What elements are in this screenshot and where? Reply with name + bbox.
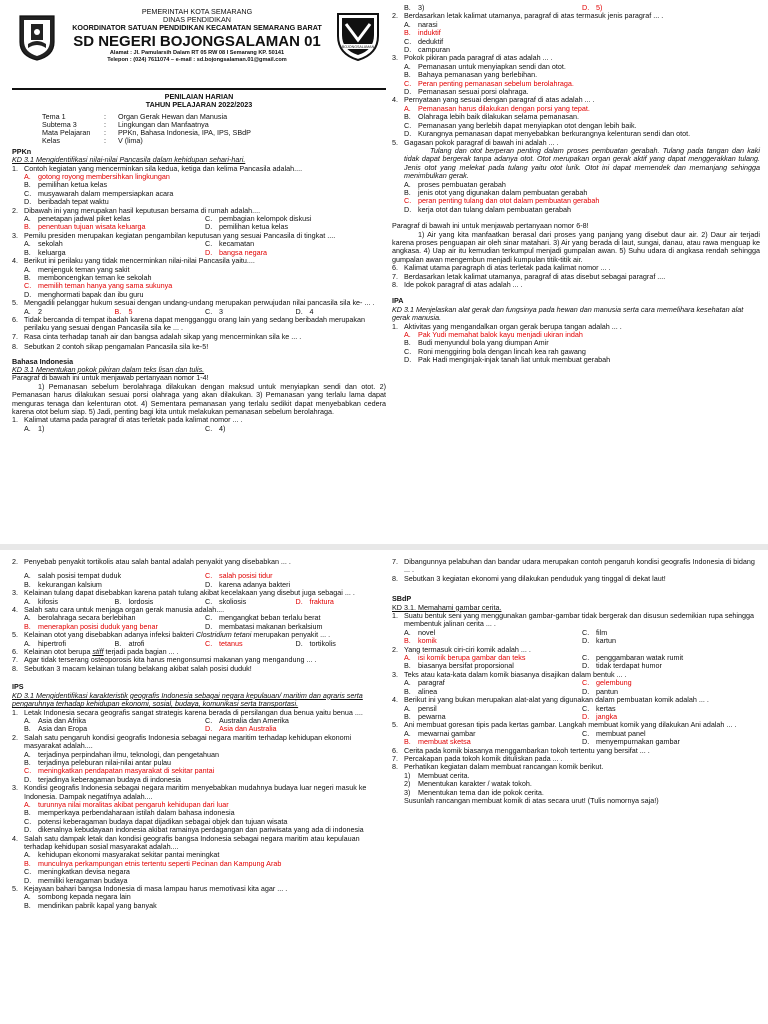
question: 6. Cerita pada komik biasanya menggambarkan tokoh tertentu yang bersifat ... . (392, 745, 650, 755)
option: B. mendirikan pabrik kapal yang banyak (24, 900, 157, 910)
page-two (0, 550, 768, 1024)
question: 8. Perhatikan kegiatan dalam membuat rancangan komik berikut. (392, 762, 604, 772)
question: 1. Suatu bentuk seni yang menggunakan gambar-gambar tidak bergerak dan disusun sedemikian rupa sehingga membentuk jalinan cerita ... . (392, 611, 755, 629)
meta-key: Tema 1 (42, 111, 66, 121)
options-grid: A. berolahraga secara berlebihan C. mengangkat beban terlalu berat B. menerapkan posisi duduk yang benar D. membatasi makanan berkalsium (24, 613, 323, 631)
option: A. proses pembuatan gerabah (404, 179, 506, 189)
meta-value: Lingkungan dan Manfaatnya (118, 119, 209, 129)
school-contact: Telepon : (024) 7611074 – e-mail : sd.bojongsalaman.01@gmail.com (107, 57, 287, 63)
question: 5. Gagasan pokok paragraf di bawah ini adalah ... . (392, 137, 559, 147)
option: A. menjenguk teman yang sakit (24, 264, 130, 274)
option: A. Pemanasan untuk menyiapkan sendi dan otot. (404, 61, 566, 71)
page-one-right-column (392, 4, 760, 365)
option-correct: A. Pak Yudi memahat balok kayu menjadi ukiran indah (404, 330, 583, 340)
option-correct: A. turunnya nilai moralitas akibat pengaruh kehidupan dari luar (24, 799, 229, 809)
option: A. kehidupan ekonomi masyarakat sekitar pantai meningkat (24, 850, 220, 860)
options-grid: A. novel C. film B. komik D. kartun (404, 627, 616, 646)
option-correct: C. memilih teman hanya yang sama sukunya (24, 281, 173, 291)
meta-key: Kelas (42, 135, 60, 145)
option: C. Roni menggiring bola dengan lincah kea rah gawang (404, 346, 586, 356)
question: 4. Berikut ini perilaku yang tidak mencerminkan nilai-nilai Pancasila yaitu.... (12, 256, 255, 266)
options-grid: A. mewarnai gambar C. membuat panel B. membuat sketsa D. menyempurnakan gambar (404, 728, 680, 747)
option-correct: B. munculnya perkampungan etnis tertentu seperti Pecinan dan Kampung Arab (24, 858, 282, 868)
options-grid: B. 3) D. 5) (404, 3, 603, 12)
question: 5. Kelainan otot yang disebabkan adanya infeksi bakteri Clostridium tetani merupakan penyakit ... . (12, 630, 331, 640)
option: D. dikenalnya kebudayaan indonesia akibat ramainya perdagangan dan pariwisata yang ada di indonesia (24, 825, 364, 835)
semarang-city-logo-icon (16, 14, 58, 62)
question: 8. Sebutkan 3 kegiatan ekonomi yang dilakukan penduduk yang tinggal di dekat laut! (392, 573, 666, 583)
options-grid: A. sekolah C. kecamatan B. keluarga D. bangsa negara (24, 239, 267, 257)
options-grid: A. isi komik berupa gambar dan teks C. penggambaran watak rumit B. biasanya bersifat proporsional D. tidak terdapat humor (404, 653, 684, 671)
question: 8. Ide pokok paragraf di atas adalah ... . (392, 280, 523, 289)
option: D. terjadinya keberagaman budaya di indonesia (24, 774, 182, 784)
school-emblem-icon (334, 10, 382, 62)
meta-value: Organ Gerak Hewan dan Manusia (118, 111, 228, 121)
options-grid: A. pensil C. kertas B. pewarna D. jangka (404, 703, 618, 721)
question: 4. Berikut ini yang bukan merupakan alat-alat yang digunakan dalam pembuatan komik adalah ... . (392, 695, 709, 705)
question: 6. Kelainan otot berupa stiff terjadi pada bagian ... . (12, 647, 179, 657)
options-grid: A. 2 B. 5 C. 3 D. 4 (24, 306, 314, 316)
question: 3. Kondisi geografis Indonesia sebagai negara maritim menyebabkan mudahnya budaya luar negeri masuk ke Indonesia. Dampak negatifnya adalah.... (12, 783, 367, 801)
question: 1. Kalimat utama pada paragraf di atas terletak pada kalimat nomor ... . (12, 415, 243, 425)
exam-year: TAHUN PELAJARAN 2022/2023 (145, 100, 253, 110)
coordinator-line: KOORDINATOR SATUAN PENDIDIKAN KECAMATAN SEMARANG BARAT (72, 23, 322, 32)
passage-intro: Paragraf di bawah ini untuk menjawab pertanyaan nomor 1-4! (12, 373, 209, 383)
option-correct: B. induktif (404, 28, 441, 38)
gov-line: PEMERINTAH KOTA SEMARANG (141, 7, 253, 16)
question: 3. Kelainan tulang dapat disebabkan karena patah tulang akibat kecelakaan yang disebut juga sebagai ... . (12, 588, 355, 598)
question: 1. Contoh kegiatan yang mencerminkan sila kedua, ketiga dan kelima Pancasila adalah.... (12, 163, 303, 173)
question: 2. Penyebab penyakit tortikolis atau salah bantal adalah penyakit yang disebabkan ... . (12, 557, 291, 566)
option: B. terjadinya peleburan nilai-nilai antar pulau (24, 757, 172, 767)
option-correct: C. meningkatkan pendapatan masyarakat di sekitar pantai (24, 766, 215, 776)
option-correct: A. gotong royong membersihkan lingkungan (24, 172, 170, 182)
question: 3. Pokok pikiran pada paragraf di atas adalah ... . (392, 53, 553, 63)
question: 2. Berdasarkan letak kalimat utamanya, paragraf di atas termasuk jenis paragraf ... . (392, 11, 664, 21)
question: 4. Pernyataan yang sesuai dengan paragraf di atas adalah ... . (392, 95, 595, 105)
question: 4. Salah satu cara untuk menjaga organ gerak manusia adalah.... (12, 605, 225, 615)
page-one-left-column (12, 4, 386, 433)
option: D. Pak Hadi menginjak-injak tanah liat untuk membuat gerabah (404, 355, 611, 365)
page-two-right-column (392, 558, 760, 805)
option-correct: A. Pemanasan harus dilakukan dengan porsi yang tepat. (404, 103, 590, 113)
list-item: 3) Menentukan tema dan ide pokok cerita. (404, 787, 544, 797)
kd-sbdp: KD 3.1. Memahami gambar cerita. (392, 602, 502, 612)
question: 3. Pemilu presiden merupakan kegiatan pengambilan keputusan yang sesuai Pancasila di tingkat .... (12, 230, 336, 240)
option: B. Bahaya pemanasan yang berlebihan. (404, 70, 538, 80)
school-name: SD NEGERI BOJONGSALAMAN 01 (73, 33, 321, 50)
passage: 1) Air yang kita manfaatkan berasal dari proses yang panjang yang disebut daur air. 2) Daur air terjadi karena proses penguapan air oleh sinar matahari. 3) Air yang berada di laut, sungai, danau, atau rawa menguap ke angkasa. 4) Uap air itu kemudian terkumpul menjadi gumpalan awan. 5) Suhu udara di angkasa rendah sehingga gumpalan awan mengembun menjadi kumpulan titik-titik air. (392, 229, 760, 264)
meta-value: PPKn, Bahasa Indonesia, IPA, IPS, SBdP (118, 127, 251, 137)
kd-ipa: KD 3.1 Menjelaskan alat gerak dan fungsinya pada hewan dan manusia serta cara memelihara kesehatan alat gerak manusia. (392, 304, 744, 323)
option: D. memiliki keragaman budaya (24, 875, 128, 885)
exam-meta: Tema 1 : Organ Gerak Hewan dan Manusia Subtema 3 : Lingkungan dan Manfaatnya Mata Pelajaran : PPKn, Bahasa Indonesia, IPA, IPS, SBdP Kelas : V (lima) (42, 113, 386, 145)
meta-value: V (lima) (118, 135, 143, 145)
question: 5. Mengadili pelanggar hukum sesuai dengan undang-undang merupakan perwujudan nilai pancasila sila ke- ... . (12, 298, 375, 308)
option: B. pemilihan ketua kelas (24, 180, 108, 190)
section-ips: IPS (12, 682, 24, 692)
question: 2. Dibawah ini yang merupakan hasil keputusan bersama di rumah adalah.... (12, 205, 261, 215)
option-correct: C. Peran penting pemanasan sebelum berolahraga. (404, 78, 574, 88)
instruction: Susunlah rancangan membuat komik di atas secara urut! (Tulis nomornya saja!) (404, 795, 659, 805)
list-item: 1) Membuat cerita. (404, 770, 470, 780)
letterhead (12, 4, 386, 90)
question: 1. Aktivitas yang mengandalkan organ gerak berupa tangan adalah ... . (392, 321, 622, 331)
meta-key: Mata Pelajaran (42, 127, 91, 137)
option: D. campuran (404, 45, 450, 55)
options-grid: A. penetapan jadwal piket kelas C. pembagian kelompok diskusi B. penentuan tujuan wisata keluarga D. pemilihan ketua kelas (24, 214, 312, 232)
options-grid: A. Asia dan Afrika C. Australia dan Amerika B. Asia dan Eropa D. Asia dan Australia (24, 715, 289, 734)
list-item: 2) Menentukan karakter / watak tokoh. (404, 779, 532, 789)
question: 7. Dibangunnya pelabuhan dan bandar udara merupakan contoh pengaruh kondisi geografis Indonesia di bidang ... . (392, 557, 755, 575)
passage: Tulang dan otot berperan penting dalam proses pembuatan gerabah. Tulang pada tangan dan kaki tidak dapat bergerak tanpa adanya otot. Otot merupakan organ gerak aktif yang dapat menggerakkan tulang. Jenis otot yang melekat pada tulang yaitu otot lurik. Otot ini dapat memendek dan memanjang sehingga menimbulkan gerak. (404, 145, 760, 181)
question: 7. Percakapan pada tokoh komik dituliskan pada ... . (392, 753, 563, 763)
question: 8. Sebutkan 2 contoh sikap pengamalan Pancasila sila ke-5! (12, 342, 209, 352)
option: C. musyawarah dalam mempersiapkan acara (24, 188, 174, 198)
option: D. menghormati bapak dan ibu guru (24, 289, 144, 299)
option: A. sombong kepada negara lain (24, 892, 131, 902)
section-sbdp: SBdP (392, 594, 412, 604)
question: 4. Salah satu dampak letak dan kondisi geografis bangsa Indonesia sebagai negara maritim atau kepulauan terhadap kehidupan sosial masyarakat adalah.... (12, 833, 360, 851)
options-grid: A. 1) C. 4) (24, 423, 226, 433)
section-bahasa-indonesia: Bahasa Indonesia (12, 356, 74, 366)
question: 7. Berdasarkan letak kalimat utamanya, paragraf di atas disebut sebagai paragraf .... (392, 271, 666, 281)
question: 7. Rasa cinta terhadap tanah air dan bangsa adalah sikap yang mencerminkan sila ke ... . (12, 331, 302, 341)
option: B. jenis otot yang digunakan dalam pembuatan gerabah (404, 187, 588, 197)
kd-ppkn: KD 3.1 Mengidentifikasi nilai-nilai Pancasila dalam kehidupan sehari-hari. (12, 155, 246, 165)
question: 1. Letak Indonesia secara geografis sangat strategis karena berada di persilangan dua benua yaitu benua .... (12, 707, 363, 717)
meta-key: Subtema 3 (42, 119, 77, 129)
school-address: Alamat : Jl. Pamularsih Dalam RT 05 RW 08 I Semarang KP. 50141 (109, 50, 285, 56)
option: C. deduktif (404, 36, 444, 46)
question: 2. Salah satu pengaruh kondisi geografis Indonesia sebagai negara maritim terhadap kehidupan ekonomi masyarakat adalah.... (12, 732, 352, 751)
option: D. Pemanasan sesuai porsi olahraga. (404, 87, 529, 97)
options-grid: A. salah posisi tempat duduk C. salah posisi tidur B. kekurangan kalsium D. karena adanya bakteri (24, 571, 291, 589)
option: D. Kurangnya pemanasan dapat menyebabkan berkurangnya kelenturan sendi dan otot. (404, 129, 691, 139)
question: 6. Kalimat utama paragraph di atas terletak pada kalimat nomor ... . (392, 263, 611, 273)
option: C. Pemanasan yang berlebih dapat menyiapkan otot dengan lebih baik. (404, 120, 637, 130)
options-grid: A. paragraf C. gelembung B. alinea D. pantun (404, 678, 632, 696)
passage: 1) Pemanasan sebelum berolahraga dilakukan dengan maksud untuk menyiapkan sendi dan otot. 2) Pemanasan harus dilakukan sesuai porsi olahraga yang akan dilakukan. 3) Pemanasan yang terlalu lama dapat menguras tenaga dan kelenturan otot. 4) Sementara pemanasan yang terlalu sedikit dapat menyebabkan cedera karena otot belum siap. 5) Jadi, penting bagi kita untuk melakukan pemanasan sebelum berolahraga. (12, 381, 386, 416)
option: D. beribadah tepat waktu (24, 197, 109, 207)
option: B. memboncengkan teman ke sekolah (24, 272, 152, 282)
option: C. meningkatkan devisa negara (24, 867, 130, 877)
question: 8. Sebutkan 3 macam kelainan tulang belakang akibat salah posisi duduk! (12, 663, 252, 673)
exam-title: PENILAIAN HARIAN (164, 92, 234, 101)
option: B. Olahraga lebih baik dilakukan selama pemanasan. (404, 112, 580, 122)
page-two-left-column (12, 558, 386, 910)
question: 7. Agar tidak terserang osteoporosis kita harus mengonsumsi makanan yang mengandung ... . (12, 655, 317, 665)
question: 5. Ani membuat goresan tipis pada kertas gambar. Langkah membuat komik yang dilakukan Ani adalah ... . (392, 720, 737, 730)
question: 2. Yang termasuk ciri-ciri komik adalah ... . (392, 644, 531, 654)
section-ipa: IPA (392, 296, 404, 306)
dept-line: DINAS PENDIDIKAN (163, 15, 231, 24)
option: A. terjadinya perpindahan ilmu, teknologi, dan pengetahuan (24, 749, 220, 759)
svg-text:BOJONGSALAMAN: BOJONGSALAMAN (341, 45, 375, 49)
option: D. kerja otot dan tulang dalam pembuatan gerabah (404, 204, 572, 214)
section-ppkn: PPKn (12, 146, 32, 156)
option-correct: C. peran penting tulang dan otot dalam pembuatan gerabah (404, 196, 600, 206)
option: B. memperkaya perbendaharaan istilah dalam bahasa indonesia (24, 808, 235, 818)
options-grid: A. kifosis B. lordosis C. skoliosis D. fraktura (24, 596, 334, 606)
question: 6. Tidak bercanda di tempat ibadah karena dapat mengganggu orang lain yang sedang beribadah merupakan perilaku yang sesuai dengan Pancasila sila ke ... . (12, 314, 365, 333)
passage-intro: Paragraf di bawah ini untuk menjawab pertanyaan nomor 6-8! (392, 221, 589, 231)
kd-bahasa: KD 3.1 Menentukan pokok pikiran dalam teks lisan dan tulis. (12, 364, 205, 374)
option: B. Budi menyundul bola yang diumpan Amir (404, 338, 549, 348)
question: 5. Kejayaan bahari bangsa Indonesia di masa lampau harus memotivasi kita agar ... . (12, 884, 288, 894)
question: 3. Teks atau kata-kata dalam komik biasanya disajikan dalam bentuk ... . (392, 669, 627, 679)
option: C. potensi keberagaman budaya dapat dijadikan sebagai objek dan tujuan wisata (24, 816, 288, 826)
kd-ips: KD 3.1 Mengidentifikasi karakteristik geografis Indonesia sebagai negara kepulauan/ maritim dan agraris serta pengaruhnya terhadap kehidupan ekonomi, sosial, budaya, komunikasi serta transportasi. (12, 690, 363, 709)
options-grid: A. hipertrofi B. atrofi C. tetanus D. tortikolis (24, 638, 336, 648)
option: A. narasi (404, 19, 438, 29)
